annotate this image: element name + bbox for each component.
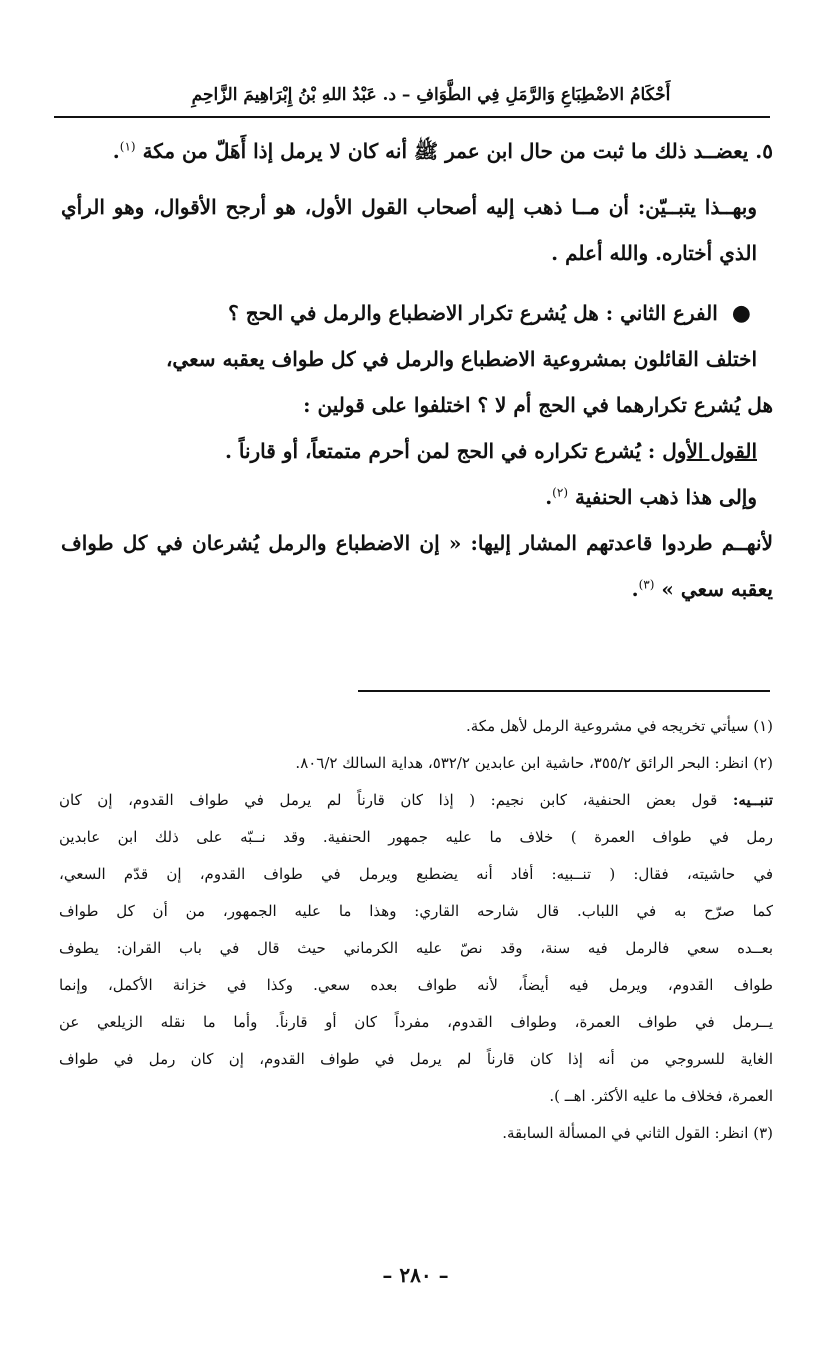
intro-line-1: اختلف القائلون بمشروعية الاضطباع والرمل في كل طواف يعقبه سعي، [165, 347, 757, 371]
note-label: تنبــيه: [732, 791, 773, 809]
bullet-icon: ● [731, 300, 751, 326]
footnotes [59, 708, 773, 1152]
footnote-separator [358, 690, 770, 692]
note-line-8: الغاية للسروجي من أنه إذا كان قارناً لم يرمل في طواف القدوم، إن كان رمل في طواف [59, 1050, 773, 1068]
point-5-text: ٥. يعضــد ذلك ما ثبت من حال ابن عمر ﷺ أنه كان لا يرمل إذا أَهَلّ من مكة [142, 139, 773, 163]
footnote-ref-1[interactable]: (١) [119, 139, 136, 154]
branch-2-title: الفرع الثاني : هل يُشرع تكرار الاضطباع والرمل في الحج ؟ [228, 301, 718, 325]
paragraph-reason: لأنهــم طردوا قاعدتهم المشار إليها: « إن الاضطباع والرمل يُشرعان في كل طواف يعقبه سعي » $^{(٣)}$. [61, 531, 773, 601]
note-line-5: بعــده سعي فالرمل فيه سنة، وقد نصّ عليه الكرماني حيث قال في باب القران: يطوف [59, 939, 773, 957]
footnote-1: (١) سيأتي تخريجه في مشروعية الرمل لأهل مكة. [465, 717, 773, 735]
footnote-ref-2[interactable]: (٢) [552, 485, 568, 500]
footnote-2: (٢) انظر: البحر الرائق ٣٥٥/٢، حاشية ابن عابدين ٥٣٢/٢، هداية السالك ٨٠٦/٢. [295, 754, 773, 772]
note-line-2: رمل في طواف العمرة ) خلاف ما عليه جمهور الحنفية. وقد نــبّه على ذلك ابن عابدين [59, 828, 773, 846]
footnote-3: (٣) انظر: القول الثاني في المسألة السابقة. [502, 1124, 773, 1142]
note-line-7: يــرمل في طواف العمرة، وطواف القدوم، مفرداً كان أو قارناً. وأما ما نقله الزيلعي عن [59, 1013, 773, 1031]
intro-line-2: هل يُشرع تكرارهما في الحج أم لا ؟ اختلفوا على قولين : [303, 393, 773, 417]
main-text [61, 128, 773, 612]
header-rule [54, 116, 770, 118]
note-line-9: العمرة، فخلاف ما عليه الأكثر. اهــ ). [549, 1087, 773, 1105]
paragraph-point-5: ٥. يعضــد ذلك ما ثبت من حال ابن عمر ﷺ أنه كان لا يرمل إذا أَهَلّ من مكة $^{(١)}$. [112, 139, 773, 163]
footnote-ref-3[interactable]: (٣) [638, 577, 655, 592]
note-line-4: كما صرّح به في اللباب. قال شارحه القاري: وهذا ما عليه الجمهور، من أن كل طواف [59, 902, 773, 920]
first-opinion [61, 428, 773, 474]
hanafi-line: وإلى هذا ذهب الحنفية $^{(٢)}$. [545, 485, 757, 509]
reason-text: لأنهــم طردوا قاعدتهم المشار إليها: « إن الاضطباع والرمل يُشرعان في كل طواف يعقبه سعي » [61, 531, 773, 601]
note-line-6: طواف القدوم، ويرمل فيه أيضاً، لأنه طواف بعده سعي. وكذا في خزانة الأكمل، وإنما [59, 976, 773, 994]
section-heading-branch-2 [61, 290, 773, 336]
paragraph-conclusion: وبهــذا يتبــيّن: أن مــا ذهب إليه أصحاب القول الأول، هو أرجح الأقوال، وهو الرأي الذي أختاره. والله أعلم . [61, 195, 757, 265]
note-line-1-text: قول بعض الحنفية، كابن نجيم: ( إذا كان قارناً لم يرمل في طواف القدوم، إن كان [59, 791, 718, 809]
running-header: أَحْكَامُ الاضْطِبَاعِ وَالرَّمَلِ فِي الطَّوَافِ – د. عَبْدُ اللهِ بْنُ إِبْرَاهِيمَ الزَّاحِمِ [191, 85, 671, 105]
note-line-3: في حاشيته، فقال: ( تنــبيه: أفاد أنه يضطبع ويرمل في طواف القدوم، إن قدّم السعي، [59, 865, 773, 883]
first-opinion-text: : يُشرع تكراره في الحج لمن أحرم متمتعاً، أو قارناً . [224, 439, 663, 463]
page-number: – ٢٨٠ – [382, 1263, 449, 1287]
note-line-1 [59, 782, 773, 819]
first-opinion-label: القول الأول [662, 439, 757, 463]
hanafi-text: وإلى هذا ذهب الحنفية [574, 485, 757, 509]
